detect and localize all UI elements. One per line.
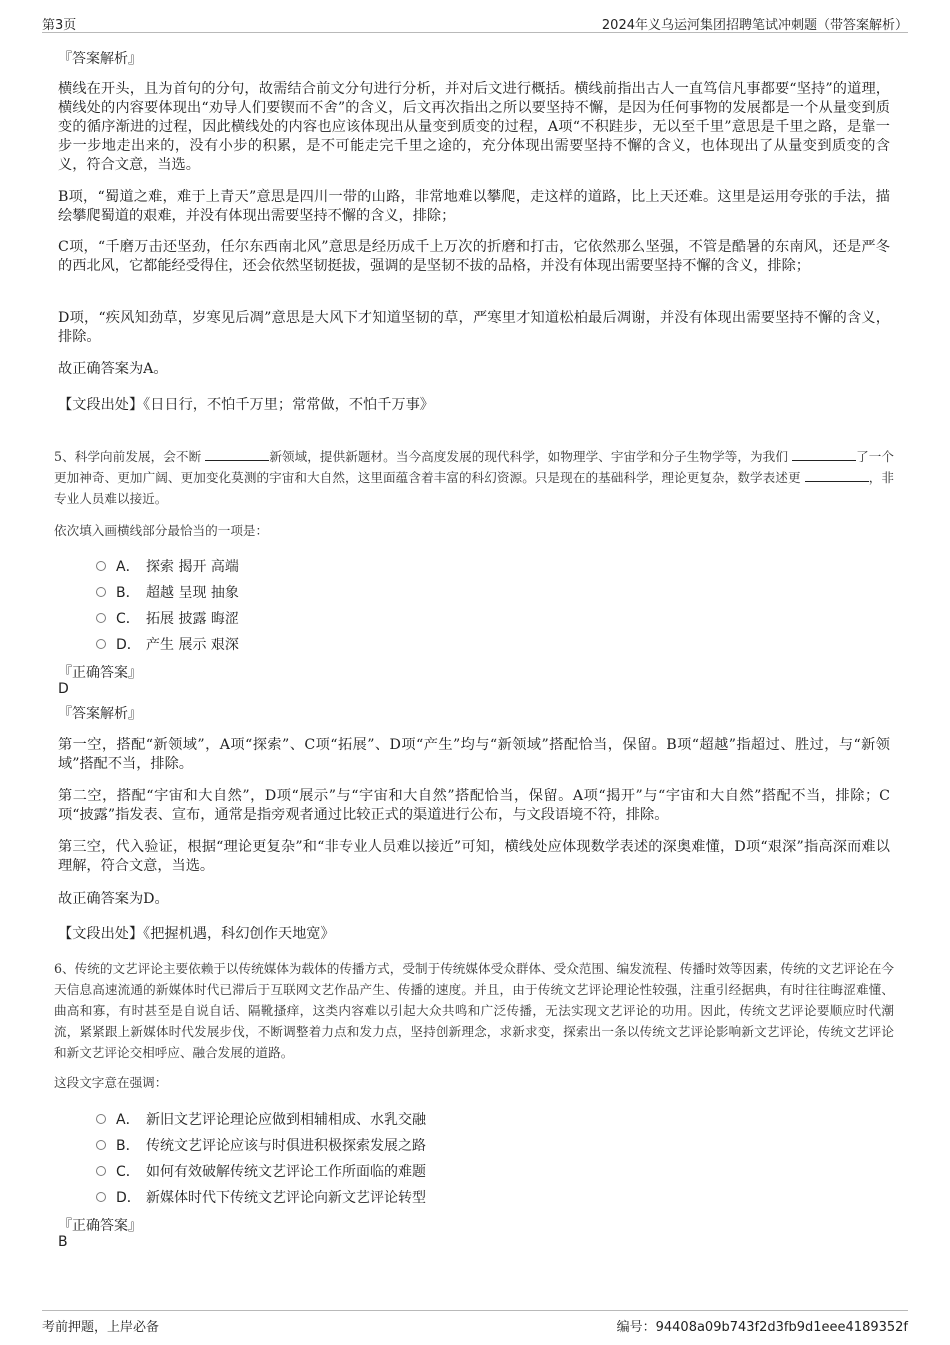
document-code: 编号：94408a09b743f2d3fb9d1eee4189352f [616, 1320, 908, 1335]
q6-answer: B [58, 1234, 68, 1250]
q5-analysis-para-3: 第三空，代入验证，根据“理论更复杂”和“非专业人员难以接近”可知，横线处应体现数学表述的深奥难懂，D项“艰深”指高深而难以理解，符合文意，当选。 [58, 839, 890, 874]
q5-answer-tag: 『正确答案』 [58, 665, 142, 681]
q6-answer-tag: 『正确答案』 [58, 1218, 142, 1234]
radio-icon[interactable] [96, 1192, 106, 1202]
q5-answer: D [58, 681, 69, 697]
q5-analysis-para-2: 第二空，搭配“宇宙和大自然”，D项“展示”与“宇宙和大自然”搭配恰当，保留。A项“揭开”与“宇宙和大自然”搭配不当，排除；C项“披露”指发表、宣布，通常是指旁观者通过比较正式的渠道进行公布，与文段语境不符，排除。 [58, 788, 890, 823]
q5-option-a[interactable]: A． 探索 揭开 高端 [96, 556, 239, 576]
q6-stem: 6、传统的文艺评论主要依赖于以传统媒体为载体的传播方式，受制于传统媒体受众群体、受众范围、编发流程、传播时效等因素，传统的文艺评论在今天信息高速流通的新媒体时代已滞后于互联网文艺作品产生、传播的速度。并且，由于传统文艺评论理论性较强，注重引经据典，有时往往晦涩难懂、曲高和寡，有时甚至是自说自话、隔靴搔痒，这类内容难以引起大众共鸣和广泛传播，无法实现文艺评论的功用。因此，传统文艺评论要顺应时代潮流，紧紧跟上新媒体时代发展步伐，不断调整着力点和发力点，坚持创新理念，求新求变，探索出一条以传统文艺评论影响新文艺评论，传统文艺评论和新文艺评论交相呼应、融合发展的道路。 [54, 961, 894, 1060]
page-number: 第3页 [42, 18, 77, 33]
q5-option-d[interactable]: D． 产生 展示 艰深 [96, 634, 239, 654]
q4-conclusion: 故正确答案为A。 [58, 361, 168, 377]
q4-analysis-para-1: 横线在开头，且为首句的分句，故需结合前文分句进行分析，并对后文进行概括。横线前指出古人一直笃信凡事都要“坚持”的道理，横线处的内容要体现出“劝导人们要锲而不舍”的含义，后文再次指出之所以要坚持不懈，是因为任何事物的发展都是一个从量变到质变的循序渐进的过程，因此横线处的内容也应该体现出从量变到质变的过程，A项“不积跬步，无以至千里”意思是千里之路，是靠一步一步地走出来的，没有小步的积累，是不可能走完千里之途的，充分体现出需要坚持不懈的含义，也体现出了从量变到质变的含义，符合文意，当选。 [58, 81, 890, 173]
q5-stem [54, 446, 894, 509]
radio-icon[interactable] [96, 613, 106, 623]
radio-icon[interactable] [96, 1140, 106, 1150]
q5-stem-part-a: 5、科学向前发展，会不断 [54, 449, 202, 464]
q6-prompt: 这段文字意在强调： [54, 1075, 168, 1090]
page-footer [42, 1310, 908, 1335]
radio-icon[interactable] [96, 561, 106, 571]
q5-option-c[interactable]: C． 拓展 披露 晦涩 [96, 608, 239, 628]
q4-analysis-para-3: C项，“千磨万击还坚劲，任尔东西南北风”意思是经历成千上万次的折磨和打击，它依然那么坚强，不管是酷暑的东南风，还是严冬的西北风，它都能经受得住，还会依然坚韧挺拔，强调的是坚韧不拔的品格，并没有体现出需要坚持不懈的含义，排除； [58, 239, 890, 274]
radio-icon[interactable] [96, 639, 106, 649]
q6-option-c[interactable]: C． 如何有效破解传统文艺评论工作所面临的难题 [96, 1161, 426, 1181]
q5-source: 【文段出处】《把握机遇，科幻创作天地宽》 [58, 926, 335, 942]
footer-slogan: 考前押题，上岸必备 [42, 1320, 160, 1335]
q6-option-d[interactable]: D． 新媒体时代下传统文艺评论向新文艺评论转型 [96, 1187, 426, 1207]
q5-conclusion: 故正确答案为D。 [58, 891, 169, 907]
q5-prompt: 依次填入画横线部分最恰当的一项是： [54, 523, 269, 538]
page-header [42, 12, 908, 33]
q5-analysis-tag: 『答案解析』 [58, 706, 142, 722]
radio-icon[interactable] [96, 1114, 106, 1124]
radio-icon[interactable] [96, 1166, 106, 1176]
q4-source: 【文段出处】《日日行，不怕千万里；常常做，不怕千万事》 [58, 397, 434, 413]
fill-blank [805, 469, 869, 482]
q4-analysis-para-2: B项，“蜀道之难，难于上青天”意思是四川一带的山路，非常地难以攀爬，走这样的道路，比上天还难。这里是运用夸张的手法，描绘攀爬蜀道的艰难，并没有体现出需要坚持不懈的含义，排除； [58, 189, 890, 224]
q5-analysis-para-1: 第一空，搭配“新领域”，A项“探索”、C项“拓展”、D项“产生”均与“新领域”搭配恰当，保留。B项“超越”指超过、胜过，与“新领域”搭配不当，排除。 [58, 737, 890, 772]
q5-stem-part-c: 了一个更加神奇、更加广阔、更加变化莫测的宇宙和大自然，这里面蕴含着丰富的科幻资源。只是现在的基础科学，理论更复杂，数学表述更 [54, 449, 894, 485]
fill-blank [205, 448, 269, 461]
radio-icon[interactable] [96, 587, 106, 597]
q5-stem-part-d: ，非专业人员难以接近。 [54, 470, 895, 506]
q6-option-b[interactable]: B． 传统文艺评论应该与时俱进积极探索发展之路 [96, 1135, 426, 1155]
q5-option-b[interactable]: B． 超越 呈现 抽象 [96, 582, 239, 602]
q4-analysis-tag: 『答案解析』 [58, 51, 142, 67]
document-title: 2024年义乌运河集团招聘笔试冲刺题（带答案解析） [601, 18, 908, 33]
q5-stem-part-b: 新领域，提供新题材。当今高度发展的现代科学，如物理学、宇宙学和分子生物学等，为我们 [269, 449, 788, 464]
q6-option-a[interactable]: A． 新旧文艺评论理论应做到相辅相成、水乳交融 [96, 1109, 426, 1129]
fill-blank [792, 448, 856, 461]
q4-analysis-para-4: D项，“疾风知劲草，岁寒见后凋”意思是大风下才知道坚韧的草，严寒里才知道松柏最后凋谢，并没有体现出需要坚持不懈的含义，排除。 [58, 310, 890, 345]
